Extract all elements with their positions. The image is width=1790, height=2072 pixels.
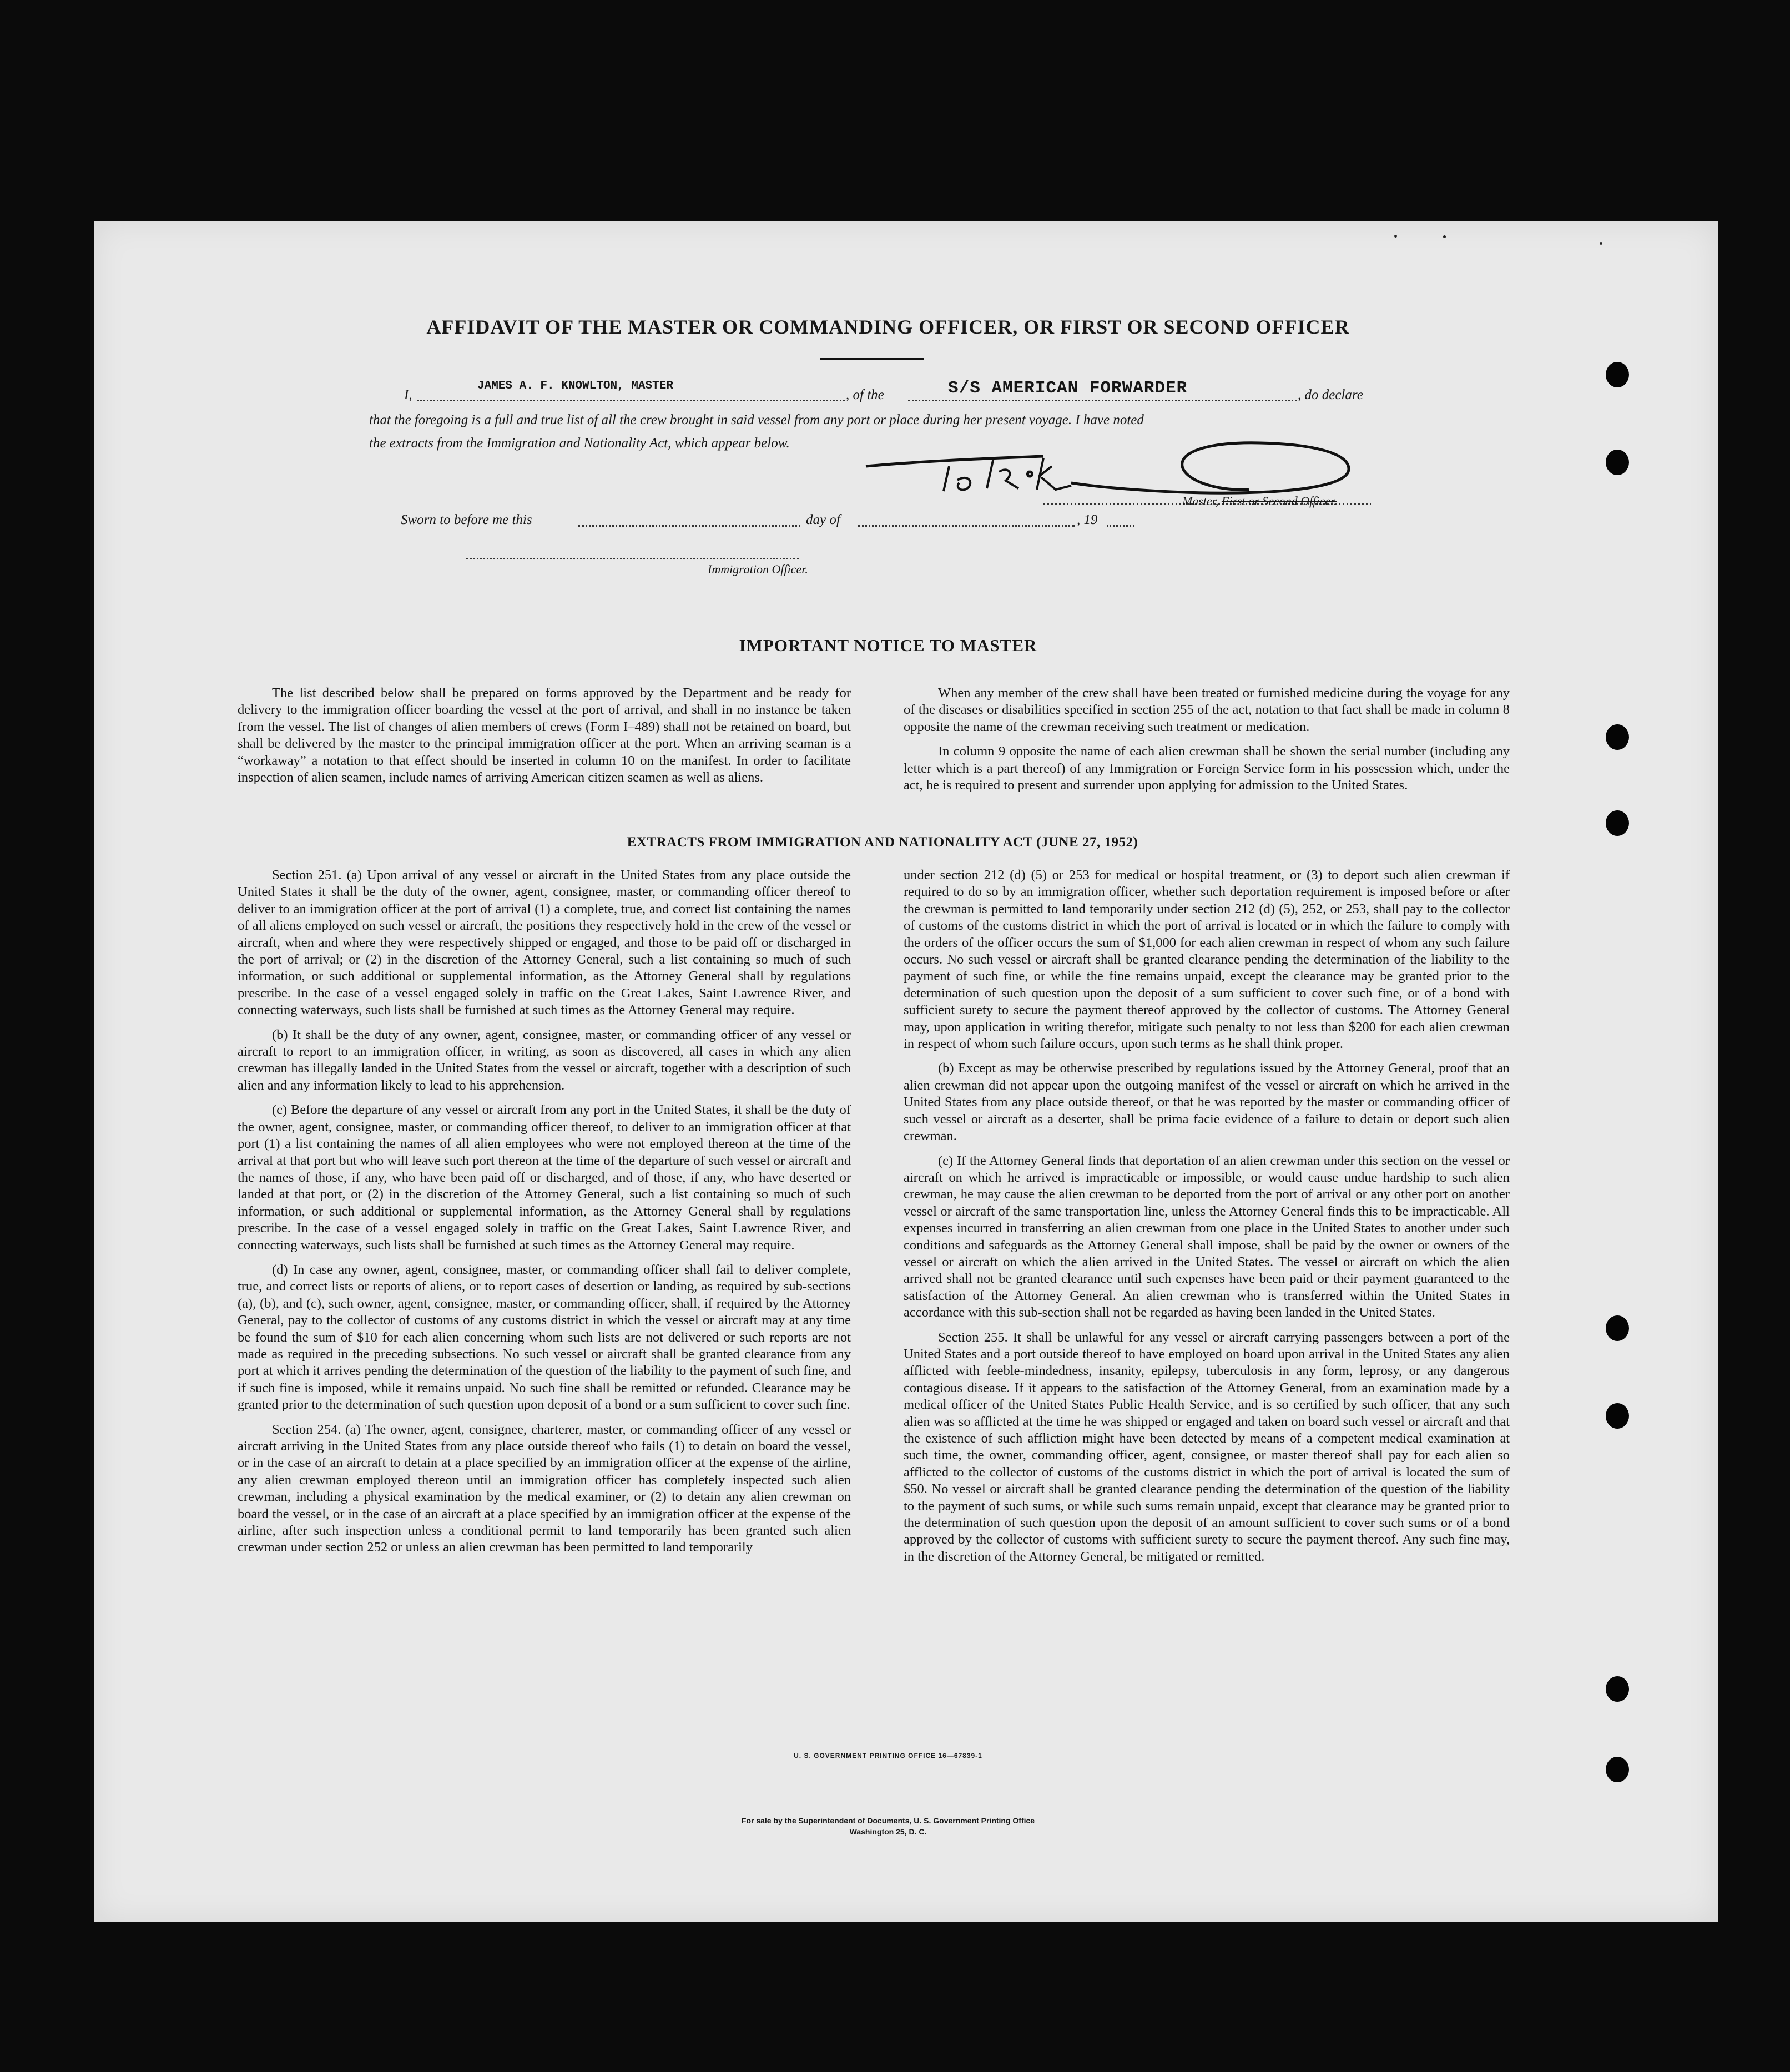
extract-paragraph: (b) It shall be the duty of any owner, agent, consignee, master, or commanding officer of any vessel or aircraft to report to an immigration officer, in writing, as soon as discovered, all cases in which any alien crewman has illegally landed in the United States from the vessel or aircraft, together with a description of such alien and any information likely to lead to his apprehension. xyxy=(238,1027,851,1093)
extract-paragraph: (d) In case any owner, agent, consignee, master, or commanding officer shall fail to deliver complete, true, and correct lists or reports of aliens, or to report cases of desertion or landing, as required by sub-sections (a), (b), and (c), such owner, agent, consignee, master, or commanding officer, shall, if required by the Attorney General, pay to the collector of customs of any customs district in which the vessel or aircraft may at any time be found the sum of $10 for each alien concerning whom such lists are not delivered or such reports are not made as required in the preceding subsections. No such vessel or aircraft shall be granted clearance from any port at which it arrives pending the determination of the question of the liability to the payment of such fine, and if such fine is imposed, while it remains unpaid. No such fine shall be remitted or refunded. Clearance may be granted prior to the determination of such question upon deposit of a bond or a sum sufficient to cover such fine. xyxy=(238,1262,851,1413)
struck-caption: First or Second Officer. xyxy=(1221,494,1337,508)
master-caption-label: Master, xyxy=(1182,494,1219,508)
affidavit-title: AFFIDAVIT OF THE MASTER OR COMMANDING OFFICER, OR FIRST OR SECOND OFFICER xyxy=(426,316,1350,338)
statement-line-2: the extracts from the Immigration and Nationality Act, which appear below. xyxy=(369,436,790,451)
extract-paragraph: Section 254. (a) The owner, agent, consignee, charterer, master, or commanding officer of any vessel or aircraft arriving in the United States from any place outside thereof who fails (1) to detain on board the vessel, or in the case of an aircraft to detain at a place specified by an immigration officer at the expense of the airline, any alien crewman employed thereon until an immigration officer has completely inspected such alien crewman, including a physical examination by the medical examiner, or (2) to detain any alien crewman on board the vessel, or in the case of an aircraft at a place specified by an immigration officer at the expense of the airline, after such inspection unless a conditional permit to land temporarily has been granted such alien crewman under section 252 or unless an alien crewman has been permitted to land temporarily xyxy=(238,1421,851,1555)
binder-hole xyxy=(1606,1676,1629,1702)
sale-line-1: For sale by the Superintendent of Documents, U. S. Government Printing Office xyxy=(741,1816,1035,1825)
extract-paragraph: under section 212 (d) (5) or 253 for medical or hospital treatment, or (3) to deport such alien crewman if required to do so by an immigration officer, whether such deportation requirement is imposed before or after the crewman is permitted to land temporarily under section 212 (d) (5), 252, or 253, shall pay to the collector of customs of the customs district in which the port of arrival is located or in which the failure to comply with the orders of the officer occurs the sum of $1,000 for each alien crewman in respect of whom any such failure occurs. No such vessel or aircraft shall be granted clearance pending the determination of the liability to the payment of such fine, or while the fine remains unpaid, except the clearance may be granted prior to the determination of such question upon the deposit of a sum sufficient to cover such fine, or of a bond with sufficient surety to secure the payment thereof approved by the collector of customs. The Attorney General may, upon application in writing therefor, mitigate such penalty to not less than $200 for each alien crewman in respect of whom such failure occurs, upon such terms as he shall think proper. xyxy=(904,868,1510,1052)
master-caption xyxy=(1182,494,1337,508)
gpo-imprint: U. S. GOVERNMENT PRINTING OFFICE 16—67839-1 xyxy=(794,1752,982,1760)
notice-right-column xyxy=(904,685,1510,801)
i-label: I, xyxy=(404,387,412,402)
extracts-left-column xyxy=(238,867,851,1564)
of-the-label: , of the xyxy=(846,387,884,402)
binder-hole xyxy=(1606,450,1629,475)
binder-hole xyxy=(1606,1315,1629,1341)
master-name-field[interactable] xyxy=(417,400,845,401)
binder-hole xyxy=(1606,1757,1629,1782)
extract-paragraph: Section 255. It shall be unlawful for any vessel or aircraft carrying passengers between a port of the United States and a port outside thereof to have employed on board upon arrival in the United States any alien afflicted with feeble-mindedness, insanity, epilepsy, tuberculosis in any form, leprosy, or any dangerous contagious disease. If it appears to the satisfaction of the Attorney General, from an examination made by a medical officer of the United States Public Health Service, and is so certified by such officer, that any such alien was so afflicted at the time he was shipped or engaged and taken on board such vessel or aircraft and that the existence of such affliction might have been detected by means of a competent medical examination at such time, the owner, commanding officer, agent, consignee, or master thereof shall pay for each alien so afflicted to the collector of customs of the customs district in which the port of arrival is located the sum of $50. No vessel or aircraft shall be granted clearance pending the determination of the question of the liability to the payment of such sums, or while such sums remain unpaid, except that clearance may be granted prior to the determination of such question upon the deposit of an amount sufficient to cover such sums or of a bond approved by the collector of customs with sufficient surety to secure the payment thereof. Any such fine may, in the discretion of the Attorney General, be mitigated or remitted. xyxy=(904,1329,1510,1564)
binder-hole xyxy=(1606,1403,1629,1429)
extract-paragraph: (b) Except as may be otherwise prescribed by regulations issued by the Attorney General, proof that an alien crewman did not appear upon the outgoing manifest of the vessel or aircraft on which he arrived in the United States from any place outside thereof, or that he was reported by the master or commanding officer of such vessel or aircraft as a deserter, shall be prima facie evidence of a failure to detain or deport such alien crewman. xyxy=(904,1061,1510,1144)
do-declare-label: , do declare xyxy=(1298,387,1363,402)
binder-hole xyxy=(1606,810,1629,836)
sworn-label: Sworn to before me this xyxy=(401,512,532,527)
master-name: JAMES A. F. KNOWLTON, MASTER xyxy=(477,380,673,392)
title-rule xyxy=(820,358,924,360)
extract-paragraph: (c) If the Attorney General finds that deportation of an alien crewman under this section on the vessel or aircraft on which he arrived is impracticable or impossible, or would cause undue hardship to such alien crewman, he may cause the alien crewman to be deported from the port of arrival or any other port on another vessel or aircraft of the same transportation line, unless the Attorney General finds this to be impracticable. All expenses incurred in transferring an alien crewman from one place in the United States to another under such conditions and safeguards as the Attorney General shall impose, shall be paid by the owner or owners of the vessel or aircraft on which the alien arrived in the United States. The vessel or aircraft on which the alien arrived shall not be granted clearance until such expenses have been paid or their payment guaranteed to the satisfaction of the Attorney General. An alien crewman who is transferred within the United States in accordance with this sub-section shall not be regarded as having been landed in the United States. xyxy=(904,1153,1510,1320)
statement-line-1: that the foregoing is a full and true list of all the crew brought in said vessel from any port or place during her present voyage. I have noted xyxy=(369,412,1144,427)
extract-paragraph: (c) Before the departure of any vessel or aircraft from any port in the United States, it shall be the duty of the owner, agent, consignee, master, or commanding officer thereof, to deliver to an immigration officer at that port (1) a list containing the names of all alien employees who were not employed thereon at the time of the arrival at that port but who will leave such port thereon at the time of the departure of such vessel or aircraft and the names of those, if any, who have been paid off or discharged, and of those, if any, who have deserted or landed at that port, or (2) in the discretion of the Attorney General, such a list containing so much of such information, or such additional or supplemental information, as the Attorney General shall by regulations prescribe. In the case of a vessel engaged solely in traffic on the Great Lakes, Saint Lawrence River, and connecting waterways, such lists shall be furnished at such times as the Attorney General may require. xyxy=(238,1102,851,1253)
vessel-name-field[interactable] xyxy=(908,400,1297,401)
sworn-day-field[interactable] xyxy=(578,525,800,527)
paper-speck xyxy=(1394,235,1397,238)
vessel-name: S/S AMERICAN FORWARDER xyxy=(948,379,1188,398)
year-prefix: , 19 xyxy=(1077,512,1098,527)
paper-speck xyxy=(1600,242,1602,245)
binder-hole xyxy=(1606,362,1629,387)
immigration-officer-signature-line[interactable] xyxy=(466,558,799,559)
sale-notice xyxy=(611,1815,1166,1837)
notice-left-paragraph: The list described below shall be prepared on forms approved by the Department and be ready for delivery to the immigration officer boarding the vessel at the port of arrival, and shall in no instance be taken from the vessel. The list of changes of alien members of crews (Form I–489) shall not be retained on board, but shall be delivered by the master to the principal immigration officer at the port. When an arriving seaman is a “workaway” a notation to that effect should be inserted in column 10 on the manifest. In order to facilitate inspection of alien seamen, include names of arriving American citizen seamen as well as aliens. xyxy=(238,685,851,785)
notice-left-column xyxy=(238,685,851,794)
day-of-label: day of xyxy=(806,512,840,527)
paper-speck xyxy=(1443,235,1446,238)
sworn-month-field[interactable] xyxy=(858,525,1075,527)
sale-line-2: Washington 25, D. C. xyxy=(849,1827,927,1836)
extracts-title: EXTRACTS FROM IMMIGRATION AND NATIONALITY ACT (JUNE 27, 1952) xyxy=(627,835,1138,850)
sworn-year-field[interactable] xyxy=(1107,525,1134,527)
extracts-right-column xyxy=(904,867,1510,1573)
binder-hole xyxy=(1606,724,1629,750)
notice-title: IMPORTANT NOTICE TO MASTER xyxy=(739,636,1037,655)
extract-paragraph: Section 251. (a) Upon arrival of any vessel or aircraft in the United States from any place outside the United States it shall be the duty of the owner, agent, consignee, master, or commanding officer thereof to deliver to an immigration officer at the port of arrival (1) a complete, true, and correct list containing the names of all aliens employed on such vessel or aircraft, the positions they respectively hold in the crew of the vessel or aircraft, when and where they were respectively shipped or engaged, and those to be paid off or discharged in the port of arrival; or (2) in the discretion of the Attorney General, such a list containing so much of such information, or such additional or supplemental information, as the Attorney General shall by regulations prescribe. In the case of a vessel engaged solely in traffic on the Great Lakes, Saint Lawrence River, and connecting waterways, such lists shall be furnished at such times as the Attorney General may require. xyxy=(238,868,851,1018)
notice-right-paragraph-2: In column 9 opposite the name of each alien crewman shall be shown the serial number (including any letter which is a part thereof) of any Immigration or Foreign Service form in his possession which, under the act, he is required to present and surrender upon applying for admission to the United States. xyxy=(904,744,1510,793)
immigration-officer-caption: Immigration Officer. xyxy=(708,562,808,576)
notice-right-paragraph-1: When any member of the crew shall have been treated or furnished medicine during the voyage for any of the diseases or disabilities specified in section 255 of the act, notation to that fact shall be made in column 8 opposite the name of the crewman receiving such treatment or medication. xyxy=(904,685,1510,734)
